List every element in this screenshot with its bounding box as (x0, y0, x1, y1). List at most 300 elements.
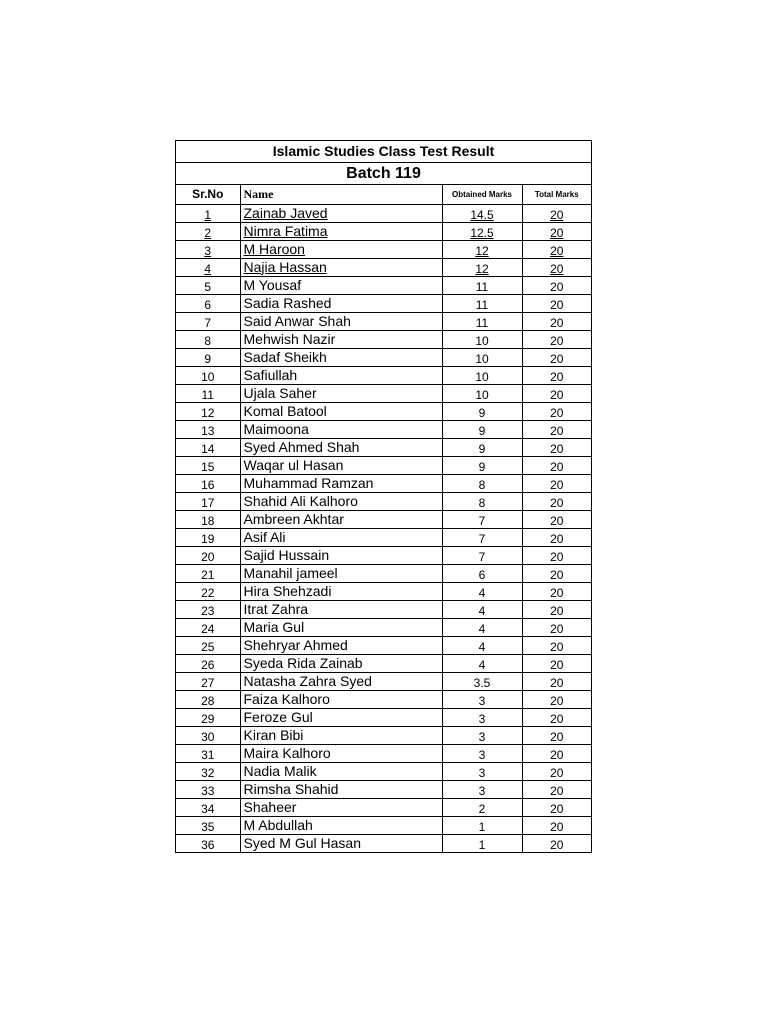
row-total-marks (522, 420, 591, 438)
row-total-marks-text: 20 (550, 838, 564, 852)
table-row (176, 600, 591, 618)
row-obtained-marks (442, 204, 522, 222)
row-name (240, 672, 442, 690)
row-obtained-marks-text: 3 (478, 765, 486, 780)
row-sr-no-text: 33 (201, 783, 215, 798)
row-name (240, 762, 442, 780)
row-name-text: Sajid Hussain (243, 546, 330, 563)
row-name (240, 438, 442, 456)
row-sr-no-text: 29 (201, 711, 215, 726)
row-sr-no-text: 18 (201, 513, 215, 528)
row-total-marks-text: 20 (550, 729, 564, 744)
row-name (240, 582, 442, 600)
row-sr-no (176, 528, 240, 546)
row-name-text: Syed Ahmed Shah (243, 438, 360, 455)
table-row (176, 618, 591, 636)
table-row (176, 636, 591, 654)
row-name (240, 258, 442, 276)
row-obtained-marks (442, 564, 522, 582)
row-sr-no-text: 6 (204, 297, 212, 312)
row-sr-no-text: 23 (201, 603, 215, 618)
row-name (240, 294, 442, 312)
row-name-text: Maria Gul (243, 618, 305, 635)
row-sr-no (176, 474, 240, 492)
row-sr-no-text: 5 (204, 279, 212, 294)
row-sr-no-text: 4 (204, 261, 212, 276)
row-name (240, 420, 442, 438)
row-sr-no-text: 16 (201, 477, 215, 492)
row-sr-no (176, 222, 240, 240)
row-name (240, 510, 442, 528)
row-sr-no-text: 11 (201, 387, 214, 402)
table-row (176, 204, 591, 222)
row-name-text: Najia Hassan (243, 258, 327, 275)
row-name-text: Muhammad Ramzan (243, 474, 374, 491)
row-obtained-marks (442, 240, 522, 258)
row-name (240, 402, 442, 420)
row-name-text: Faiza Kalhoro (243, 690, 330, 707)
table-row (176, 384, 591, 402)
row-obtained-marks-text: 3 (478, 693, 486, 708)
row-sr-no (176, 798, 240, 816)
row-name (240, 384, 442, 402)
row-name (240, 618, 442, 636)
header-total-marks: Total Marks (522, 185, 591, 204)
row-obtained-marks (442, 456, 522, 474)
row-obtained-marks-text: 12.5 (470, 225, 494, 240)
row-name-text: Asif Ali (243, 528, 286, 545)
row-total-marks (522, 222, 591, 240)
row-sr-no (176, 294, 240, 312)
table-row (176, 564, 591, 582)
row-obtained-marks (442, 798, 522, 816)
row-obtained-marks-text: 8 (478, 495, 486, 510)
row-sr-no (176, 762, 240, 780)
row-total-marks-text: 20 (550, 297, 564, 312)
row-sr-no (176, 672, 240, 690)
row-name (240, 654, 442, 672)
row-obtained-marks-text: 4 (478, 657, 486, 672)
row-obtained-marks (442, 708, 522, 726)
table-row (176, 438, 591, 456)
row-sr-no-text: 14 (201, 441, 215, 456)
table-row (176, 726, 591, 744)
row-sr-no (176, 348, 240, 366)
table-row (176, 798, 591, 816)
row-obtained-marks-text: 11 (475, 315, 489, 330)
table-row (176, 816, 591, 834)
table-row (176, 582, 591, 600)
row-obtained-marks-text: 12 (475, 243, 489, 258)
row-name (240, 204, 442, 222)
row-sr-no-text: 9 (204, 351, 212, 366)
row-total-marks (522, 816, 591, 834)
table-row (176, 546, 591, 564)
row-obtained-marks (442, 654, 522, 672)
row-obtained-marks (442, 618, 522, 636)
row-sr-no (176, 456, 240, 474)
row-name (240, 492, 442, 510)
row-name (240, 798, 442, 816)
row-name (240, 474, 442, 492)
row-sr-no-text: 26 (201, 657, 215, 672)
row-name-text: Komal Batool (243, 402, 327, 419)
table-row (176, 456, 591, 474)
row-sr-no-text: 8 (204, 333, 212, 348)
row-total-marks-text: 20 (550, 603, 564, 618)
table-row (176, 690, 591, 708)
row-total-marks-text: 20 (550, 387, 564, 402)
row-total-marks-text: 20 (550, 585, 564, 600)
row-total-marks-text: 20 (550, 243, 564, 258)
row-name-text: Syeda Rida Zainab (243, 654, 363, 671)
row-obtained-marks-text: 4 (478, 639, 486, 654)
row-total-marks (522, 564, 591, 582)
row-total-marks (522, 456, 591, 474)
row-total-marks (522, 240, 591, 258)
result-sheet (175, 140, 592, 853)
row-sr-no-text: 31 (201, 747, 215, 762)
row-name (240, 528, 442, 546)
row-obtained-marks (442, 582, 522, 600)
row-total-marks (522, 708, 591, 726)
row-name (240, 222, 442, 240)
row-obtained-marks-text: 3 (478, 711, 486, 726)
row-sr-no-text: 19 (201, 531, 215, 546)
table-row (176, 330, 591, 348)
sheet-title: Islamic Studies Class Test Result (176, 141, 591, 163)
row-obtained-marks (442, 474, 522, 492)
row-name-text: Kiran Bibi (243, 726, 304, 743)
row-total-marks (522, 834, 591, 852)
row-name-text: M Abdullah (243, 816, 313, 833)
row-total-marks-text: 20 (550, 423, 564, 438)
row-total-marks (522, 780, 591, 798)
row-sr-no (176, 816, 240, 834)
row-sr-no-text: 15 (201, 459, 215, 474)
row-total-marks (522, 636, 591, 654)
row-total-marks (522, 582, 591, 600)
row-obtained-marks (442, 294, 522, 312)
row-obtained-marks-text: 7 (478, 549, 486, 564)
table-row (176, 834, 591, 852)
row-total-marks-text: 20 (550, 675, 564, 690)
row-obtained-marks (442, 744, 522, 762)
row-sr-no (176, 492, 240, 510)
row-total-marks-text: 20 (550, 549, 564, 564)
row-sr-no-text: 7 (204, 315, 212, 330)
row-total-marks (522, 492, 591, 510)
table-row (176, 780, 591, 798)
row-total-marks-text: 20 (550, 261, 564, 276)
row-total-marks (522, 402, 591, 420)
row-obtained-marks (442, 726, 522, 744)
row-sr-no (176, 690, 240, 708)
row-sr-no-text: 35 (201, 819, 215, 834)
row-total-marks (522, 312, 591, 330)
row-obtained-marks-text: 3 (478, 783, 486, 798)
row-obtained-marks-text: 10 (475, 333, 489, 348)
row-obtained-marks (442, 366, 522, 384)
row-total-marks (522, 258, 591, 276)
row-name-text: M Yousaf (243, 276, 302, 293)
row-total-marks-text: 20 (550, 747, 564, 762)
row-sr-no (176, 204, 240, 222)
row-name-text: M Haroon (243, 240, 305, 257)
row-sr-no-text: 22 (201, 585, 215, 600)
row-name (240, 348, 442, 366)
row-name-text: Nadia Malik (243, 762, 317, 779)
table-row (176, 672, 591, 690)
table-row (176, 708, 591, 726)
row-total-marks-text: 20 (550, 513, 564, 528)
row-total-marks-text: 20 (550, 225, 564, 240)
row-sr-no (176, 258, 240, 276)
row-obtained-marks-text: 4 (478, 585, 486, 600)
row-sr-no (176, 834, 240, 852)
row-obtained-marks (442, 690, 522, 708)
table-row (176, 294, 591, 312)
row-obtained-marks (442, 276, 522, 294)
row-obtained-marks-text: 7 (478, 513, 486, 528)
table-row (176, 312, 591, 330)
row-obtained-marks (442, 384, 522, 402)
row-total-marks (522, 600, 591, 618)
row-total-marks (522, 330, 591, 348)
row-total-marks (522, 510, 591, 528)
row-total-marks (522, 744, 591, 762)
row-total-marks (522, 474, 591, 492)
row-name-text: Zainab Javed (243, 204, 328, 221)
row-name (240, 276, 442, 294)
row-name-text: Maira Kalhoro (243, 744, 331, 761)
row-obtained-marks (442, 600, 522, 618)
row-obtained-marks (442, 258, 522, 276)
row-total-marks (522, 294, 591, 312)
row-total-marks-text: 20 (550, 693, 564, 708)
row-name-text: Said Anwar Shah (243, 312, 351, 329)
row-total-marks-text: 20 (550, 459, 564, 474)
row-total-marks-text: 20 (550, 711, 564, 726)
row-name (240, 546, 442, 564)
row-obtained-marks (442, 312, 522, 330)
header-name: Name (240, 185, 442, 204)
row-sr-no (176, 654, 240, 672)
row-obtained-marks-text: 3 (478, 747, 486, 762)
row-sr-no (176, 564, 240, 582)
row-sr-no (176, 420, 240, 438)
row-sr-no (176, 582, 240, 600)
row-total-marks (522, 384, 591, 402)
row-total-marks (522, 546, 591, 564)
row-name-text: Natasha Zahra Syed (243, 672, 372, 689)
row-sr-no-text: 32 (201, 765, 215, 780)
row-obtained-marks (442, 402, 522, 420)
header-row (176, 185, 591, 204)
row-obtained-marks-text: 14.5 (470, 207, 494, 222)
row-total-marks-text: 20 (550, 621, 564, 636)
row-name-text: Feroze Gul (243, 708, 313, 725)
row-obtained-marks (442, 636, 522, 654)
row-name-text: Sadia Rashed (243, 294, 332, 311)
row-name-text: Manahil jameel (243, 564, 338, 581)
row-sr-no-text: 10 (201, 369, 215, 384)
row-total-marks-text: 20 (550, 783, 564, 798)
row-obtained-marks-text: 7 (478, 531, 486, 546)
row-obtained-marks-text: 4 (478, 603, 486, 618)
row-name (240, 564, 442, 582)
row-sr-no (176, 726, 240, 744)
row-sr-no-text: 1 (204, 207, 212, 222)
row-obtained-marks-text: 10 (475, 387, 489, 402)
row-obtained-marks-text: 9 (478, 423, 486, 438)
row-sr-no (176, 708, 240, 726)
row-name-text: Syed M Gul Hasan (243, 834, 361, 851)
row-name-text: Safiullah (243, 366, 298, 383)
row-name (240, 240, 442, 258)
row-sr-no (176, 636, 240, 654)
row-sr-no (176, 780, 240, 798)
row-obtained-marks (442, 528, 522, 546)
row-sr-no (176, 438, 240, 456)
row-total-marks (522, 690, 591, 708)
row-obtained-marks (442, 780, 522, 798)
row-obtained-marks (442, 816, 522, 834)
table-row (176, 276, 591, 294)
results-body (176, 204, 591, 852)
row-sr-no (176, 510, 240, 528)
row-total-marks-text: 20 (550, 657, 564, 672)
row-total-marks-text: 20 (550, 351, 564, 366)
row-name (240, 312, 442, 330)
row-total-marks-text: 20 (550, 495, 564, 510)
row-obtained-marks-text: 11 (475, 297, 489, 312)
row-sr-no (176, 330, 240, 348)
row-name-text: Mehwish Nazir (243, 330, 336, 347)
table-row (176, 240, 591, 258)
row-name (240, 744, 442, 762)
row-obtained-marks-text: 9 (478, 459, 486, 474)
row-obtained-marks-text: 12 (475, 261, 489, 276)
row-name (240, 834, 442, 852)
row-name-text: Itrat Zahra (243, 600, 309, 617)
row-sr-no-text: 13 (201, 423, 215, 438)
row-name-text: Rimsha Shahid (243, 780, 339, 797)
table-row (176, 366, 591, 384)
row-obtained-marks (442, 546, 522, 564)
table-row (176, 402, 591, 420)
table-row (176, 744, 591, 762)
row-name-text: Ujala Saher (243, 384, 317, 401)
row-total-marks (522, 366, 591, 384)
row-obtained-marks (442, 762, 522, 780)
row-name-text: Waqar ul Hasan (243, 456, 344, 473)
row-name (240, 330, 442, 348)
row-name-text: Sadaf Sheikh (243, 348, 327, 365)
row-sr-no (176, 312, 240, 330)
row-sr-no-text: 20 (201, 549, 215, 564)
row-total-marks (522, 438, 591, 456)
row-obtained-marks (442, 420, 522, 438)
row-obtained-marks (442, 672, 522, 690)
row-sr-no (176, 402, 240, 420)
row-name-text: Nimra Fatima (243, 222, 328, 239)
row-total-marks-text: 20 (550, 369, 564, 384)
row-obtained-marks (442, 330, 522, 348)
row-sr-no (176, 546, 240, 564)
row-name (240, 816, 442, 834)
row-sr-no-text: 27 (201, 675, 215, 690)
row-name (240, 456, 442, 474)
row-sr-no (176, 744, 240, 762)
row-sr-no (176, 384, 240, 402)
row-sr-no-text: 3 (204, 243, 212, 258)
row-total-marks-text: 20 (550, 567, 564, 582)
row-sr-no-text: 24 (201, 621, 215, 636)
row-sr-no (176, 366, 240, 384)
row-total-marks (522, 654, 591, 672)
row-sr-no-text: 28 (201, 693, 215, 708)
row-total-marks-text: 20 (550, 531, 564, 546)
row-name-text: Hira Shehzadi (243, 582, 332, 599)
row-sr-no (176, 600, 240, 618)
row-name-text: Ambreen Akhtar (243, 510, 344, 527)
row-obtained-marks-text: 9 (478, 441, 486, 456)
row-sr-no-text: 25 (201, 639, 215, 654)
row-total-marks-text: 20 (550, 207, 564, 222)
row-total-marks-text: 20 (550, 405, 564, 420)
row-total-marks (522, 618, 591, 636)
row-sr-no (176, 618, 240, 636)
row-total-marks (522, 276, 591, 294)
row-obtained-marks-text: 10 (475, 351, 489, 366)
table-row (176, 420, 591, 438)
row-obtained-marks-text: 6 (478, 567, 486, 582)
row-sr-no (176, 276, 240, 294)
row-total-marks-text: 20 (550, 639, 564, 654)
row-total-marks-text: 20 (550, 477, 564, 492)
row-total-marks (522, 762, 591, 780)
row-obtained-marks (442, 834, 522, 852)
row-name (240, 708, 442, 726)
table-row (176, 654, 591, 672)
row-name-text: Maimoona (243, 420, 309, 437)
row-obtained-marks (442, 510, 522, 528)
row-name (240, 690, 442, 708)
table-row (176, 222, 591, 240)
table-row (176, 492, 591, 510)
row-name (240, 636, 442, 654)
row-total-marks-text: 20 (550, 819, 564, 834)
row-total-marks (522, 204, 591, 222)
header-obtained-marks: Obtained Marks (442, 185, 522, 204)
row-obtained-marks-text: 3 (478, 729, 486, 744)
table-row (176, 474, 591, 492)
row-sr-no-text: 17 (201, 495, 215, 510)
row-name (240, 726, 442, 744)
row-obtained-marks-text: 4 (478, 621, 486, 636)
row-total-marks (522, 798, 591, 816)
row-name-text: Shahid Ali Kalhoro (243, 492, 358, 509)
row-name (240, 366, 442, 384)
results-table (176, 185, 591, 852)
row-obtained-marks-text: 2 (478, 801, 486, 816)
header-sr-no: Sr.No (176, 185, 240, 204)
row-obtained-marks-text: 1 (478, 819, 486, 834)
row-name-text: Shehryar Ahmed (243, 636, 348, 653)
row-obtained-marks-text: 3.5 (473, 675, 491, 690)
table-row (176, 258, 591, 276)
